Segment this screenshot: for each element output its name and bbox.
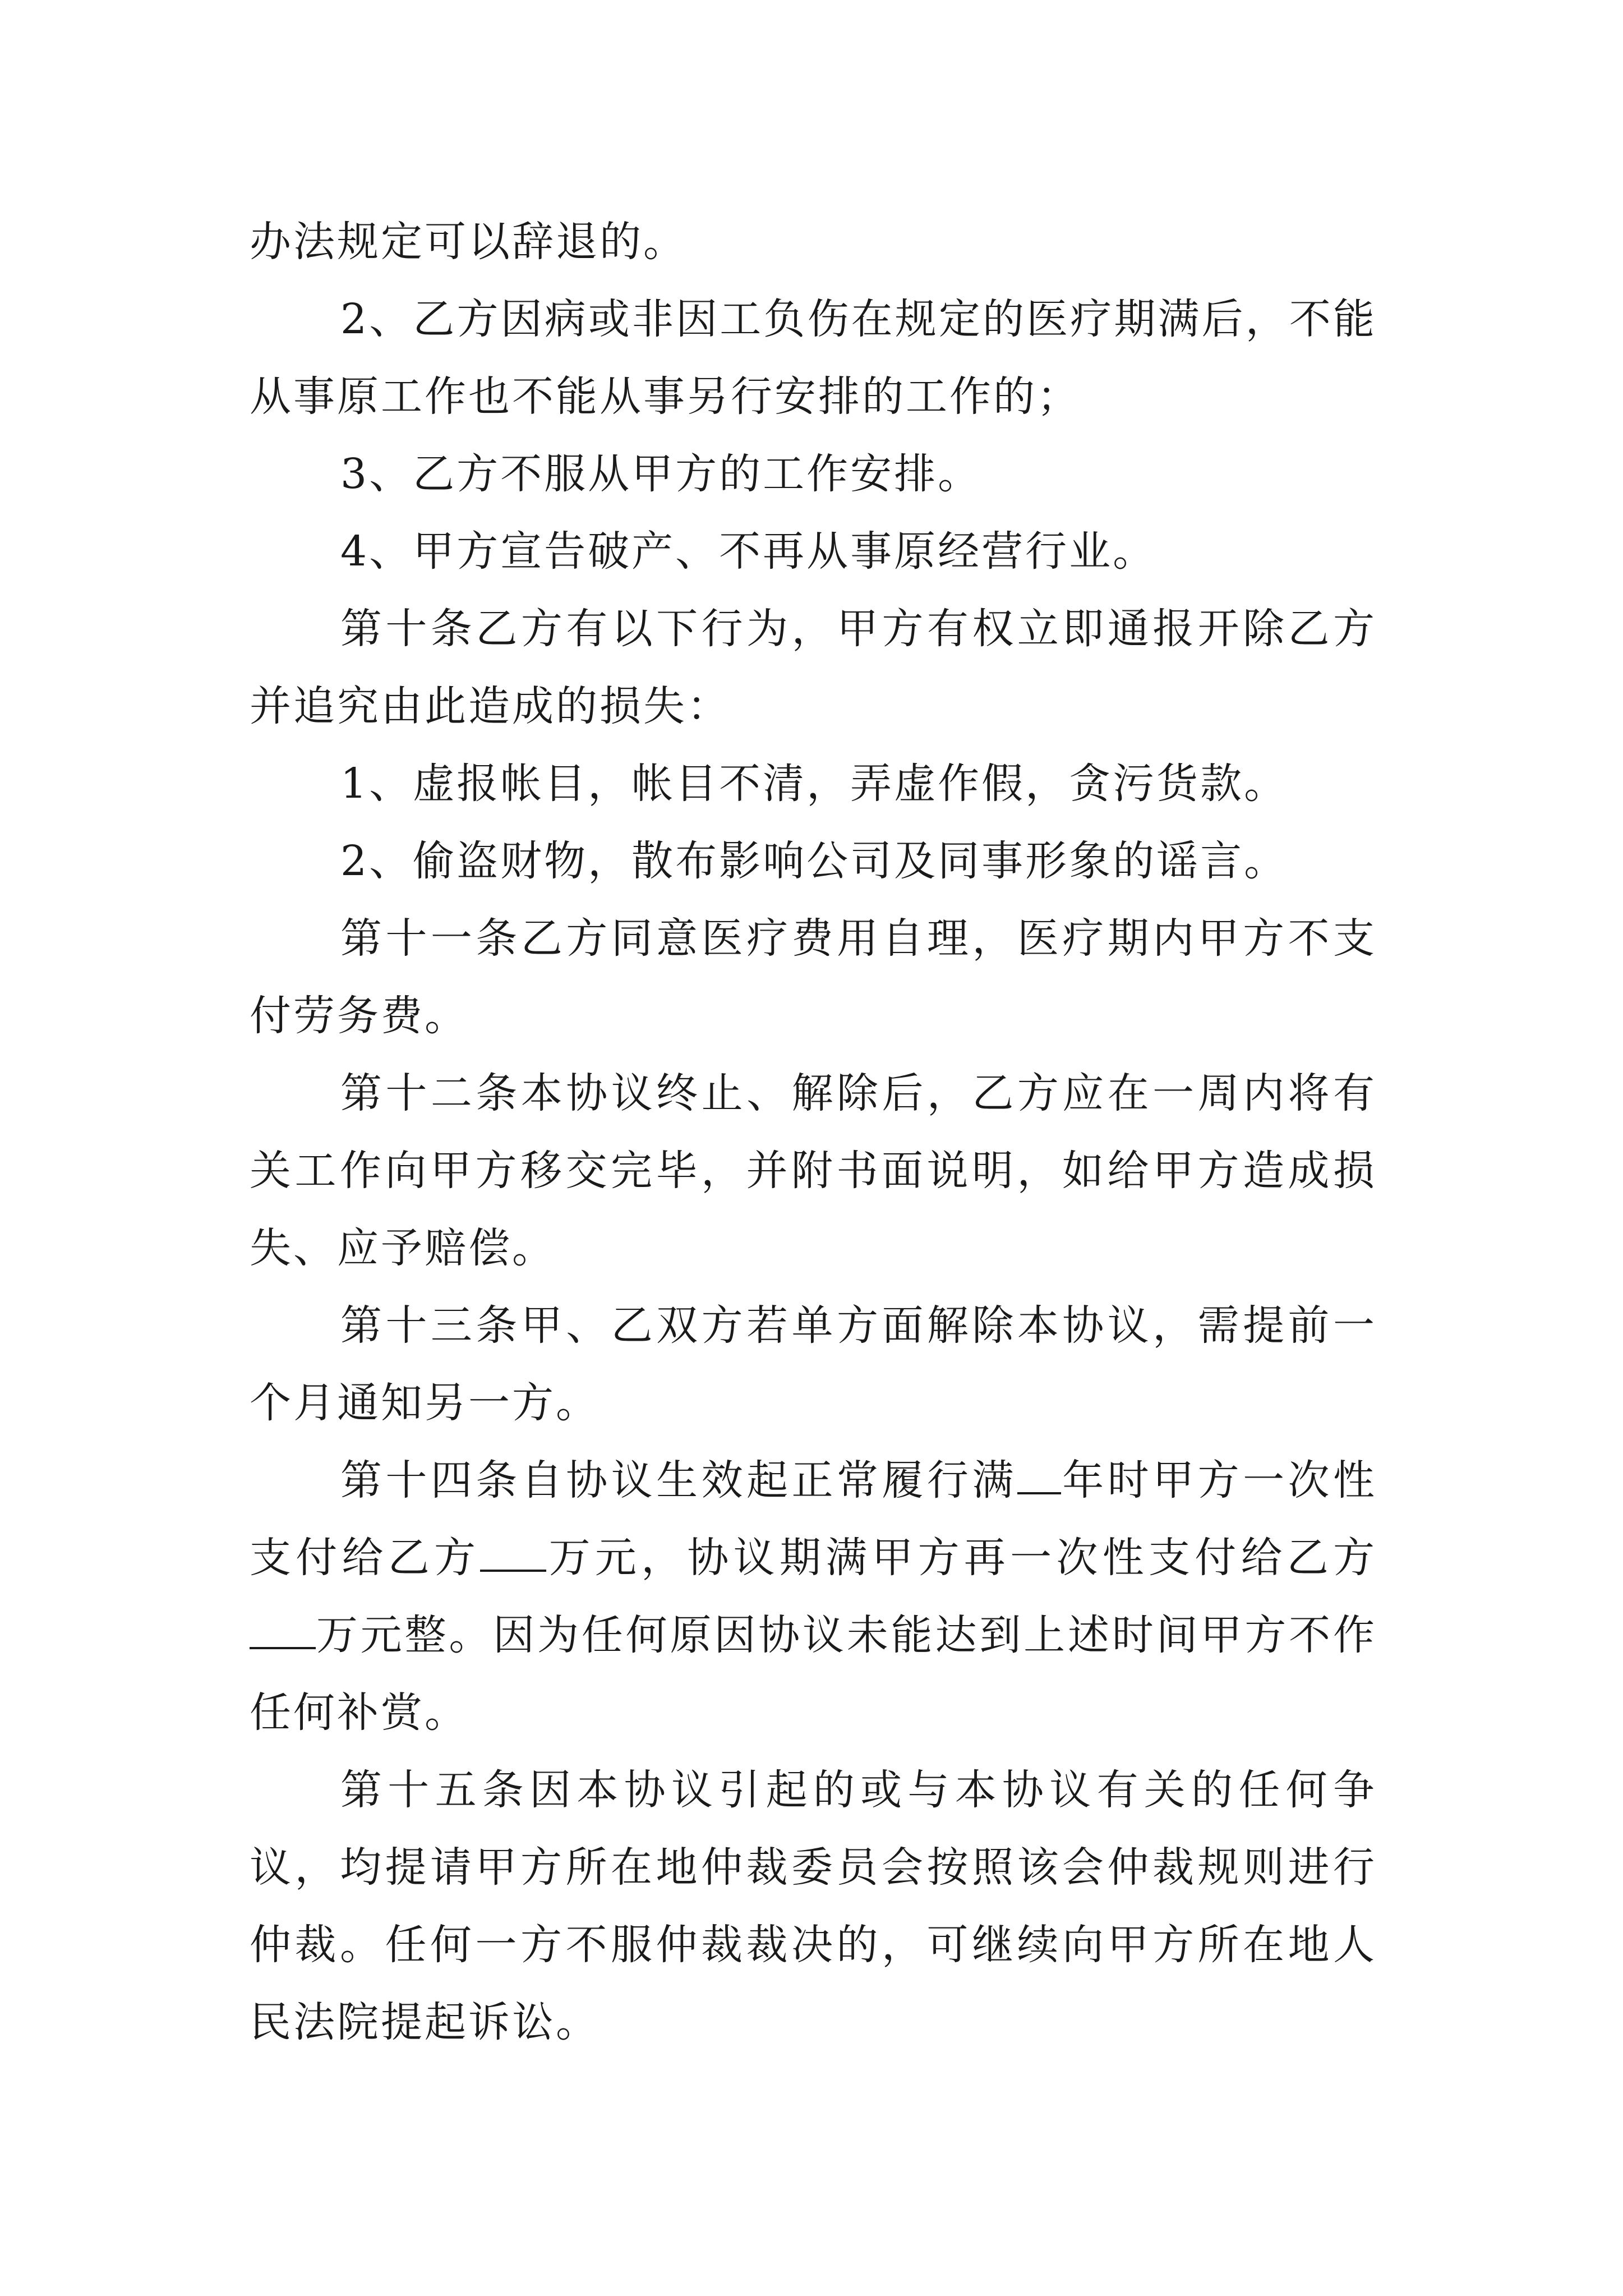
- blank-amount-2: [250, 1608, 316, 1649]
- clause-14-part-3: 万元，协议期满甲方再一次性支付给乙方: [546, 1534, 1377, 1582]
- paragraph-clause-11: 第十一条乙方同意医疗费用自理，医疗期内甲方不支付劳务费。: [250, 914, 1377, 1040]
- paragraph-item-2-theft: 2、偷盗财物，散布影响公司及同事形象的谣言。: [340, 837, 1288, 885]
- clause-14-part-4: 万元整。因为任何原因协议未能达到上述时间甲方不作任何补赏。: [250, 1611, 1377, 1737]
- blank-years: [1017, 1453, 1061, 1494]
- paragraph-item-2-illness: 2、乙方因病或非因工负伤在规定的医疗期满后，不能从事原工作也不能从事另行安排的工作的；: [250, 295, 1377, 421]
- paragraph-item-1-false-accounts: 1、虚报帐目，帐目不清，弄虚作假，贪污货款。: [340, 760, 1288, 808]
- blank-amount-1: [480, 1530, 546, 1572]
- paragraph-item-3-disobey: 3、乙方不服从甲方的工作安排。: [340, 450, 982, 498]
- clause-14-part-2: 年时甲方一次性支付给乙方: [250, 1456, 1377, 1582]
- paragraph-clause-14: [250, 1442, 1377, 1751]
- document-body: [250, 203, 1377, 2061]
- paragraph-item-4-bankrupt: 4、甲方宣告破产、不再从事原经营行业。: [340, 527, 1157, 576]
- paragraph-continuation: 办法规定可以辞退的。: [250, 218, 687, 266]
- paragraph-clause-13: 第十三条甲、乙双方若单方面解除本协议，需提前一个月通知另一方。: [250, 1301, 1377, 1427]
- paragraph-clause-15: 第十五条因本协议引起的或与本协议有关的任何争议，均提请甲方所在地仲裁委员会按照该会仲裁规则进行仲裁。任何一方不服仲裁裁决的，可继续向甲方所在地人民法院提起诉讼。: [250, 1766, 1377, 2046]
- clause-14-part-1: 第十四条自协议生效起正常履行满: [340, 1456, 1017, 1504]
- paragraph-clause-12: 第十二条本协议终止、解除后，乙方应在一周内将有关工作向甲方移交完毕，并附书面说明，如给甲方造成损失、应予赔偿。: [250, 1069, 1377, 1272]
- paragraph-clause-10: 第十条乙方有以下行为，甲方有权立即通报开除乙方并追究由此造成的损失：: [250, 605, 1377, 730]
